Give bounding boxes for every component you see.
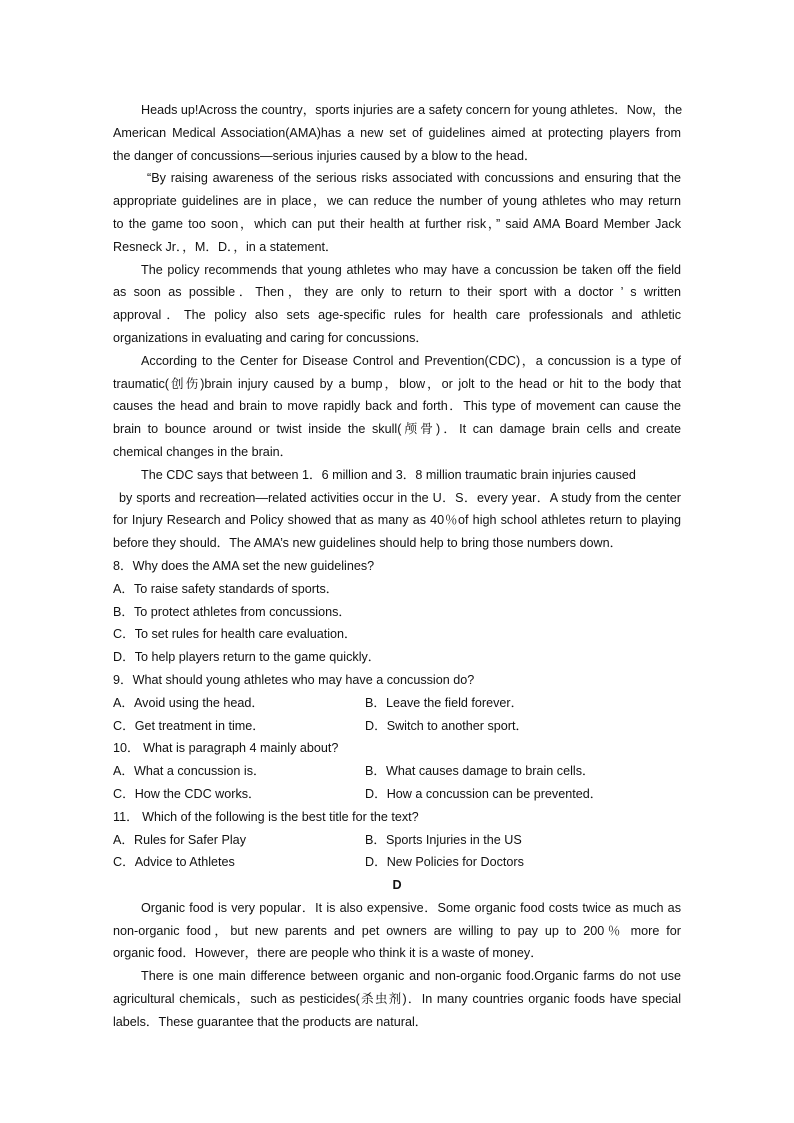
option-a: A．Avoid using the head． — [113, 695, 264, 710]
question-stem: 8．Why does the AMA set the new guidelines? — [113, 558, 375, 573]
question-8 — [113, 555, 681, 669]
passage-c-paragraph-5 — [113, 464, 681, 555]
option-row — [113, 851, 681, 874]
option-b: B．To protect athletes from concussions． — [113, 604, 351, 619]
text-line: According to the Center for Disease Control and Prevention(CDC)，a concussion is a type of — [141, 353, 681, 368]
section-heading: D — [392, 878, 402, 893]
option-a: A．What a concussion is． — [113, 764, 266, 779]
text-line: the danger of concussions—serious injuries caused by a blow to the head． — [113, 148, 537, 163]
text-line: labels．These guarantee that the products are natural． — [113, 1014, 428, 1029]
question-11 — [113, 806, 681, 874]
passage-d-paragraph-1 — [113, 897, 681, 965]
question-stem: 9．What should young athletes who may have a concussion do? — [113, 672, 475, 687]
passage-c-paragraph-1 — [113, 99, 681, 167]
text-line: brain to bounce around or twist inside the skull(颅骨)．It can damage brain cells and create — [113, 422, 681, 437]
option-d: D．How a concussion can be prevented． — [365, 786, 603, 801]
text-line: organizations in evaluating and caring for concussions． — [113, 330, 429, 345]
text-line: causes the head and brain to move rapidly back and forth．This type of movement can cause the — [113, 399, 681, 414]
option-c: C．How the CDC works． — [113, 786, 261, 801]
text-line: Heads up!Across the country，sports injuries are a safety concern for young athletes．Now，the — [141, 103, 683, 117]
option-c: C．Get treatment in time． — [113, 718, 265, 733]
passage-d-paragraph-2 — [113, 965, 681, 1033]
question-stem: 10． What is paragraph 4 mainly about? — [113, 741, 339, 756]
text-line: non-organic food，but new parents and pet owners are willing to pay up to 200％ more for — [113, 923, 681, 938]
text-line: by sports and recreation—related activities occur in the U．S．every year．A study from the center — [119, 490, 681, 505]
text-line: appropriate guidelines are in place，we can reduce the number of young athletes who may return — [113, 194, 681, 209]
passage-c-paragraph-4 — [113, 350, 681, 464]
question-10 — [113, 737, 681, 805]
text-line: Resneck Jr．，M．D．，in a statement． — [113, 239, 338, 254]
option-row — [113, 783, 681, 806]
text-line: “By raising awareness of the serious risks associated with concussions and ensuring that the — [147, 171, 681, 186]
option-row — [113, 760, 681, 783]
passage-c-paragraph-3 — [113, 259, 681, 350]
text-line: before they should．The AMA’s new guidelines should help to bring those numbers down． — [113, 536, 623, 551]
option-c: C．To set rules for health care evaluation． — [113, 627, 357, 642]
option-d: D．New Policies for Doctors — [365, 855, 524, 870]
option-d: D．To help players return to the game quickly． — [113, 650, 381, 665]
text-line: traumatic(创伤)brain injury caused by a bump，blow，or jolt to the head or hit to the body that — [113, 376, 681, 391]
text-line: chemical changes in the brain． — [113, 444, 293, 459]
option-row — [113, 715, 681, 738]
option-b: B．Leave the field forever． — [365, 695, 524, 710]
passage-c-paragraph-2 — [113, 167, 681, 258]
text-line: agricultural chemicals，such as pesticides(杀虫剂)．In many countries organic foods have special — [113, 992, 681, 1007]
option-row — [113, 829, 681, 852]
text-line: The CDC says that between 1．6 million and 3．8 million traumatic brain injuries caused — [141, 467, 636, 482]
option-b: B．Sports Injuries in the US — [365, 832, 522, 847]
text-line: Organic food is very popular．It is also expensive．Some organic food costs twice as much as — [141, 900, 681, 915]
text-line: organic food．However，there are people who think it is a waste of money． — [113, 946, 543, 961]
question-stem: 11． Which of the following is the best title for the text? — [113, 809, 419, 824]
text-line: approval．The policy also sets age-specific rules for health care professionals and athletic — [113, 308, 681, 323]
text-line: There is one main difference between organic and non-organic food.Organic farms do not use — [141, 969, 681, 984]
option-b: B．What causes damage to brain cells． — [365, 764, 595, 779]
text-line: The policy recommends that young athletes who may have a concussion be taken off the field — [141, 262, 681, 277]
option-c: C．Advice to Athletes — [113, 855, 235, 870]
option-d: D．Switch to another sport． — [365, 718, 529, 733]
text-line: as soon as possible．Then，they are only to return to their sport with a doctor ’ s written — [113, 285, 681, 300]
question-9 — [113, 669, 681, 737]
option-row — [113, 692, 681, 715]
page-content — [113, 99, 681, 1034]
text-line: American Medical Association(AMA)has a new set of guidelines aimed at protecting players from — [113, 125, 681, 140]
text-line: for Injury Research and Policy showed that as many as 40％of high school athletes return to playing — [113, 513, 681, 528]
option-a: A．Rules for Safer Play — [113, 832, 246, 847]
text-line: to the game too soon，which can put their health at further risk，” said AMA Board Member Jack — [113, 216, 681, 231]
option-a: A．To raise safety standards of sports． — [113, 581, 339, 596]
